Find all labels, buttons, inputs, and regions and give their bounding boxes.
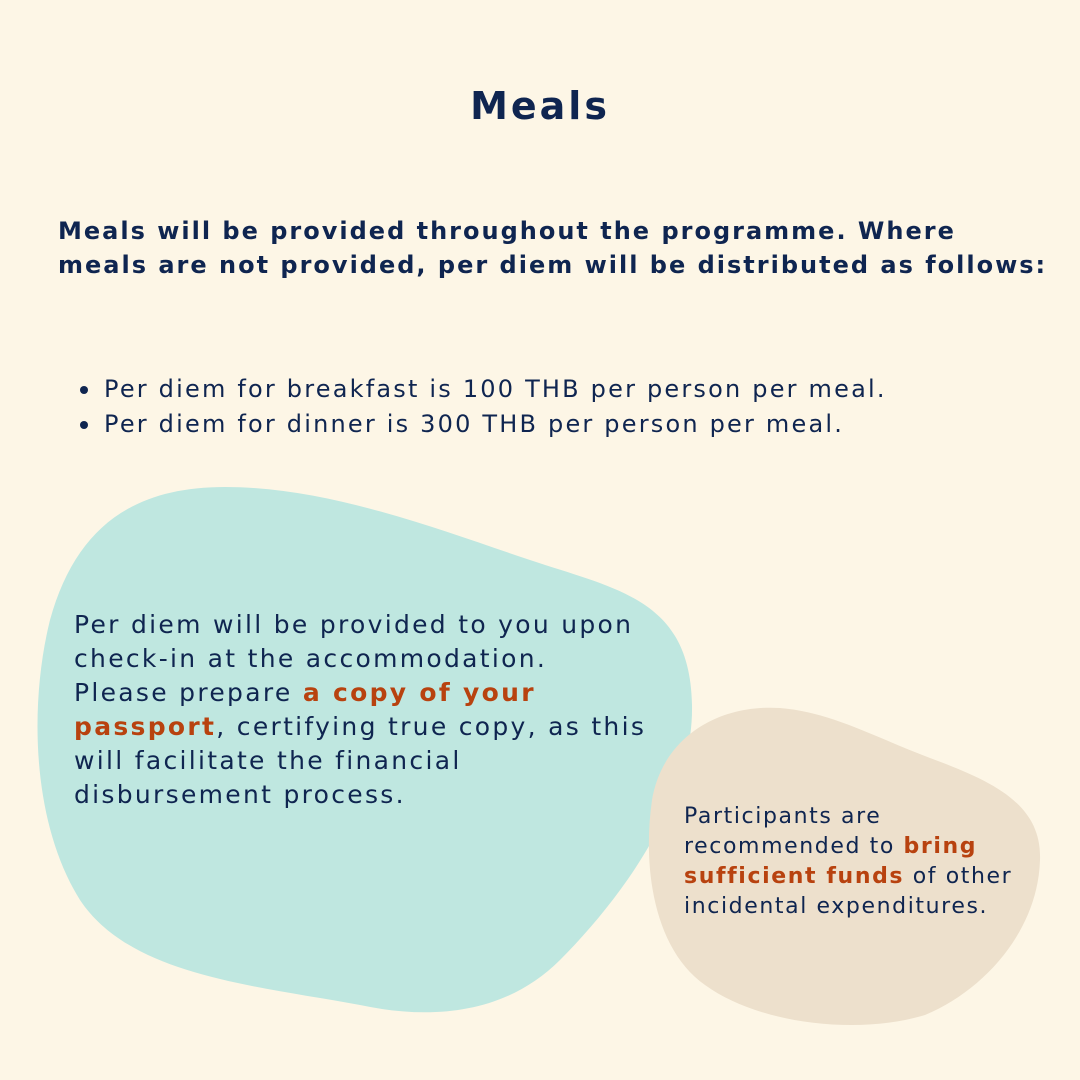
list-item: [76, 372, 887, 407]
passport-highlight: a copy of your: [302, 678, 536, 707]
note-line: will facilitate the financial: [74, 746, 462, 775]
per-diem-note: [74, 608, 674, 812]
note-line: incidental expenditures.: [684, 894, 989, 919]
note-text: recommended to: [684, 834, 904, 859]
per-diem-rates-list: [76, 372, 887, 442]
note-line: [74, 676, 674, 710]
breakfast-rate: Per diem for breakfast is 100 THB per person per meal.: [104, 375, 887, 403]
note-text: of other: [904, 864, 1013, 889]
page-title: Meals: [470, 84, 610, 128]
intro-line: Meals will be provided throughout the programme. Where: [58, 217, 956, 245]
bullet-icon: [80, 421, 88, 429]
funds-highlight: sufficient funds: [684, 864, 905, 889]
dinner-rate: Per diem for dinner is 300 THB per person per meal.: [104, 410, 845, 438]
note-line: check-in at the accommodation.: [74, 644, 548, 673]
note-text: Please prepare: [74, 678, 303, 707]
note-line: [684, 862, 1064, 892]
note-text: , certifying true copy, as this: [216, 712, 647, 741]
note-line: [74, 710, 674, 744]
note-line: Per diem will be provided to you upon: [74, 610, 634, 639]
intro-line: meals are not provided, per diem will be distributed as follows:: [58, 251, 1048, 279]
intro-paragraph: [58, 214, 1058, 282]
funds-note: [684, 802, 1064, 922]
note-line: disbursement process.: [74, 780, 406, 809]
funds-highlight: bring: [903, 834, 978, 859]
note-line: [684, 832, 1064, 862]
note-line: Participants are: [684, 804, 882, 829]
passport-highlight: passport: [74, 712, 217, 741]
bullet-icon: [80, 386, 88, 394]
list-item: [76, 407, 887, 442]
